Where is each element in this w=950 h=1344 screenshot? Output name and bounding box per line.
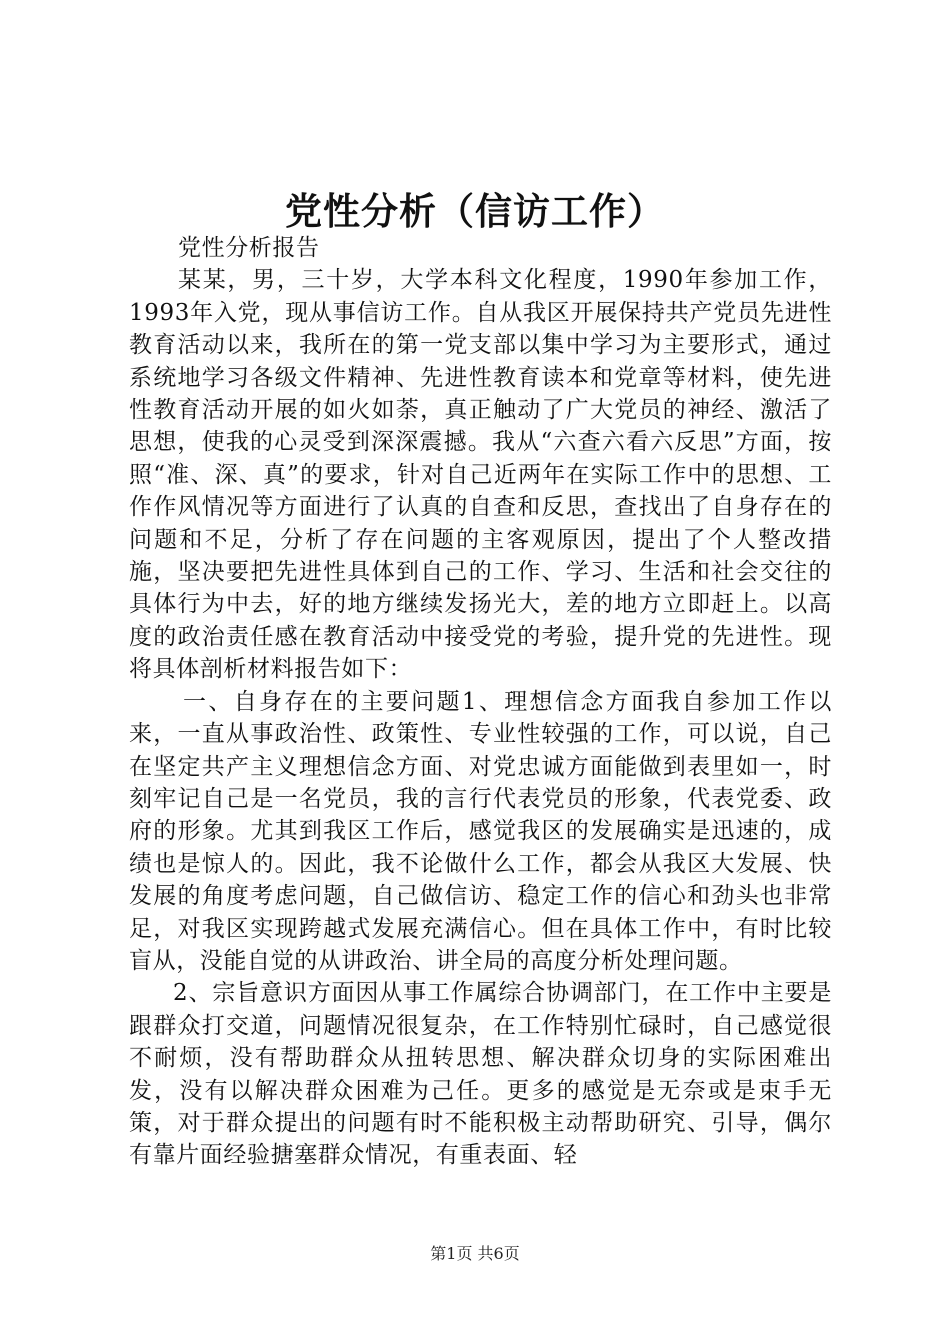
section-two-paragraph: 2、宗旨意识方面因从事工作属综合协调部门，在工作中主要是跟群众打交道，问题情况很复杂，在工作特别忙碌时，自己感觉很不耐烦，没有帮助群众从扭转思想、解决群众切身的实际困难出发，没有以解决群众困难为己任。更多的感觉是无奈或是束手无策，对于群众提出的问题有时不能积极主动帮助研究、引导，偶尔有靠片面经验搪塞群众情况，有重表面、轻 — [129, 980, 832, 1169]
section-one-paragraph: 一、自身存在的主要问题1、理想信念方面我自参加工作以来，一直从事政治性、政策性、专业性较强的工作，可以说，自己在坚定共产主义理想信念方面、对党忠诚方面能做到表里如一，时刻牢记自己是一名党员，我的言行代表党员的形象，代表党委、政府的形象。尤其到我区工作后，感觉我区的发展确实是迅速的，成绩也是惊人的。因此，我不论做什么工作，都会从我区大发展、快发展的角度考虑问题，自己做信访、稳定工作的信心和劲头也非常足，对我区实现跨越式发展充满信心。但在具体工作中，有时比较盲从，没能自觉的从讲政治、讲全局的高度分析处理问题。 — [129, 688, 832, 974]
intro-paragraph: 某某，男，三十岁，大学本科文化程度，1990年参加工作，1993年入党，现从事信访工作。自从我区开展保持共产党员先进性教育活动以来，我所在的第一党支部以集中学习为主要形式，通过系统地学习各级文件精神、先进性教育读本和党章等材料，使先进性教育活动开展的如火如荼，真正触动了广大党员的神经、激活了思想，使我的心灵受到深深震撼。我从“六查六看六反思”方面，按照“准、深、真”的要求，针对自己近两年在实际工作中的思想、工作作风情况等方面进行了认真的自查和反思，查找出了自身存在的问题和不足，分析了存在问题的主客观原因，提出了个人整改措施，坚决要把先进性具体到自己的工作、学习、生活和社会交往的具体行为中去，好的地方继续发扬光大，差的地方立即赶上。以高度的政治责任感在教育活动中接受党的考验，提升党的先进性。现将具体剖析材料报告如下： — [129, 267, 832, 683]
document-body — [129, 232, 832, 1172]
report-subtitle-paragraph: 党性分析报告 — [178, 235, 320, 261]
page-footer: 第1页 共6页 — [430, 1244, 520, 1263]
document-title: 党性分析（信访工作） — [285, 189, 665, 233]
